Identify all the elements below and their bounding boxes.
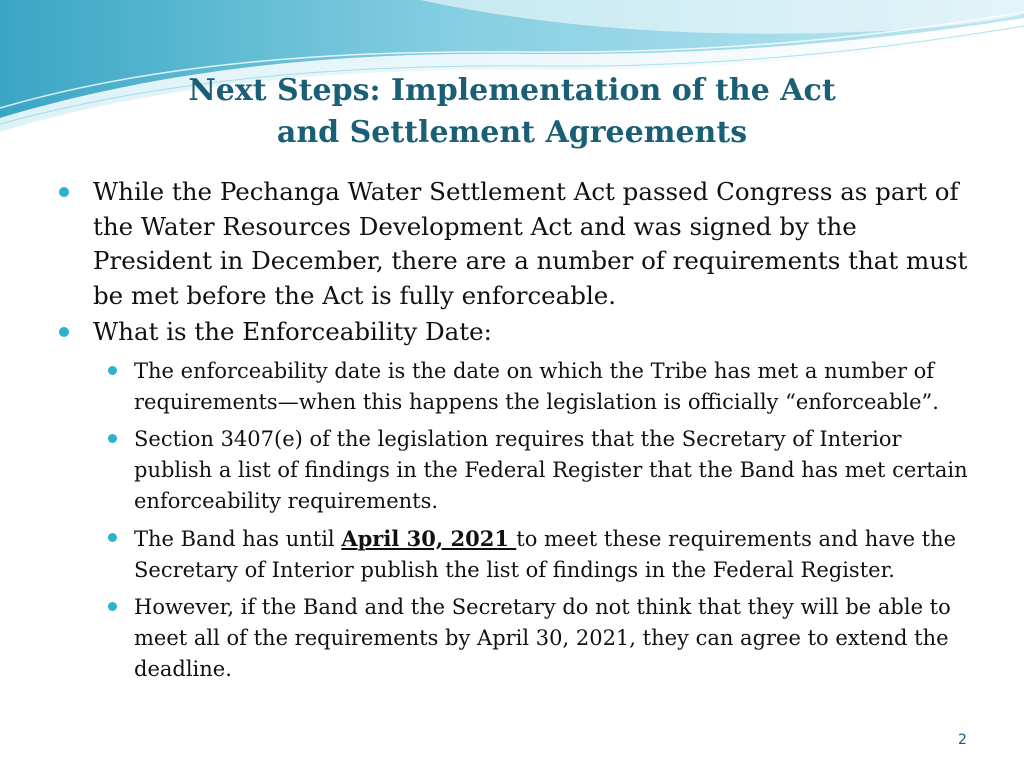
sub-bullet-item bbox=[56, 424, 976, 517]
sub-bullet-text-after: to meet these requirements and have the Secretary of Interior publish the list of findings in the Federal Register. bbox=[134, 526, 957, 582]
page-title bbox=[120, 70, 904, 154]
bullet-dot-icon bbox=[108, 533, 117, 542]
bullet-item bbox=[56, 315, 976, 350]
sub-bullet-item bbox=[56, 592, 976, 685]
bullet-dot-icon bbox=[108, 434, 117, 443]
title-line-1: Next Steps: Implementation of the Act bbox=[188, 73, 836, 108]
sub-bullet-text: However, if the Band and the Secretary do not think that they will be able to meet all of the requirements by April 30, 2021, they can agree to extend the deadline. bbox=[134, 594, 951, 681]
sub-bullet-text: Section 3407(e) of the legislation requires that the Secretary of Interior publish a list of findings in the Federal Register that the Band has met certain enforceability requirements. bbox=[134, 426, 968, 513]
sub-bullet-item bbox=[56, 523, 976, 586]
sub-bullet-text-before: The Band has until bbox=[134, 526, 342, 551]
sub-bullet-item bbox=[56, 356, 976, 418]
bullet-text: What is the Enforceability Date: bbox=[93, 317, 492, 346]
page-number: 2 bbox=[958, 732, 967, 748]
bullet-item bbox=[56, 175, 976, 313]
bullet-dot-icon bbox=[108, 366, 117, 375]
bullet-dot-icon bbox=[59, 327, 69, 337]
deadline-date-highlight: April 30, 2021 bbox=[341, 525, 517, 551]
bullet-dot-icon bbox=[108, 602, 117, 611]
bullet-text: While the Pechanga Water Settlement Act passed Congress as part of the Water Resources Development Act and was signed by the President in December, there are a number of requirements that must be met before the Act is fully enforceable. bbox=[93, 177, 968, 310]
sub-bullet-text: The enforceability date is the date on which the Tribe has met a number of requirements—when this happens the legislation is officially “enforceable”. bbox=[134, 358, 939, 414]
bullet-list bbox=[56, 175, 976, 691]
bullet-dot-icon bbox=[59, 187, 69, 197]
title-line-2: and Settlement Agreements bbox=[276, 115, 748, 150]
